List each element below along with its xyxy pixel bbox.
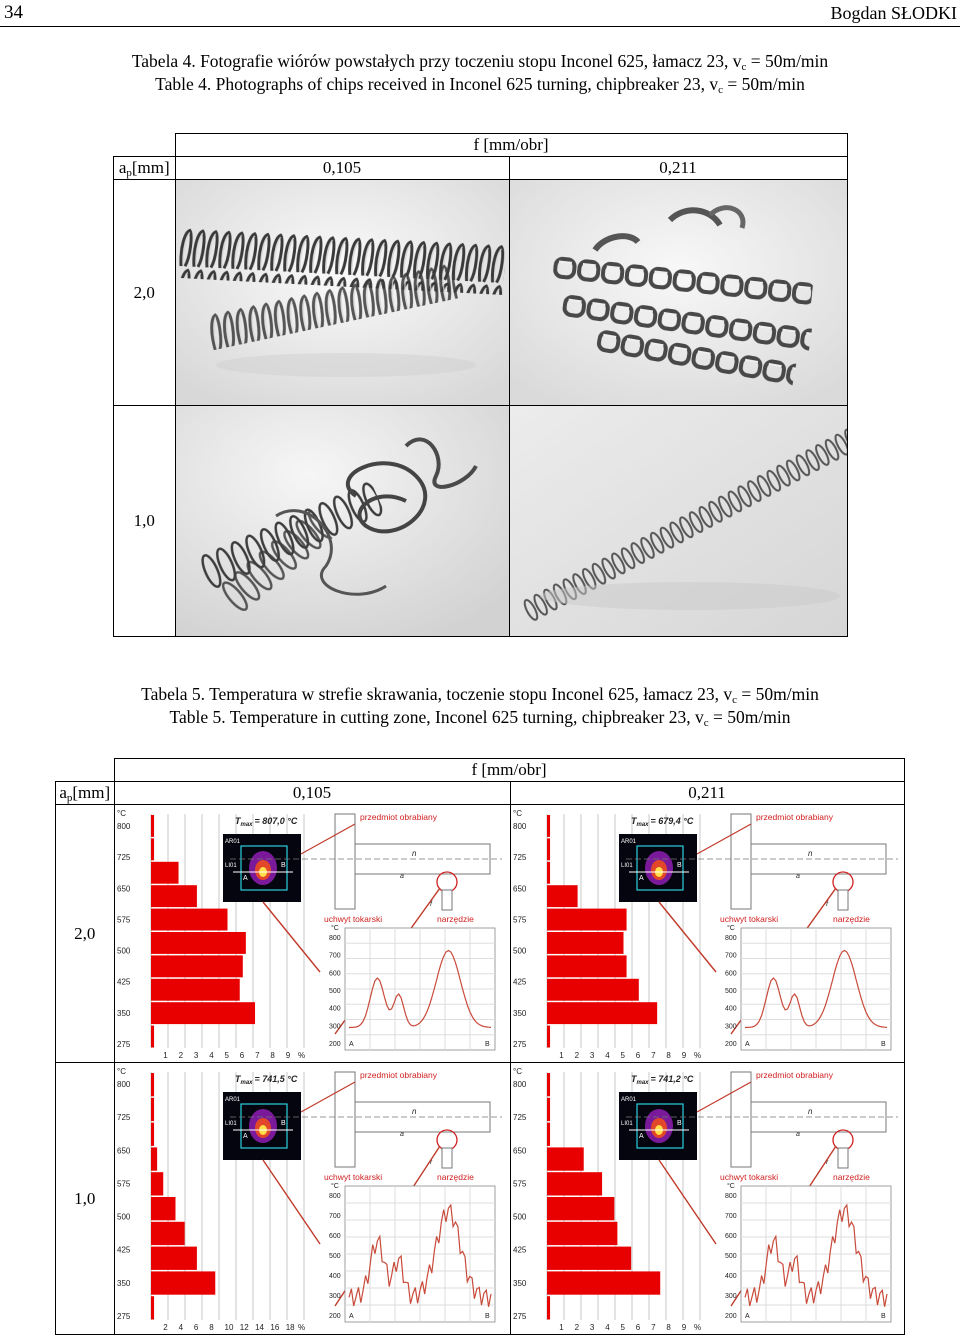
hist-bar <box>151 955 243 977</box>
hist-bar <box>151 1147 157 1170</box>
ap-label: a <box>795 1130 800 1138</box>
hist-tick-label: 425 <box>512 1245 526 1255</box>
hist-x-tick: 18 <box>285 1322 295 1332</box>
point-b-label: B <box>280 1119 286 1127</box>
li-label: LI01 <box>224 862 237 869</box>
profile-a-label: A <box>744 1040 750 1048</box>
hist-tick-label: 725 <box>512 852 526 862</box>
profile-tick-label: 300 <box>724 1022 737 1030</box>
point-b-label: B <box>280 861 286 869</box>
thermo-cell-ap10-f0105 <box>114 1063 510 1335</box>
workpiece-label: przedmiot obrabiany <box>755 1069 833 1080</box>
hist-bar <box>151 885 197 907</box>
hist-x-tick: 8 <box>208 1322 214 1332</box>
hist-x-tick: 9 <box>681 1050 686 1060</box>
hist-tick-label: 650 <box>116 883 130 893</box>
hist-tick-label: 575 <box>512 1178 526 1188</box>
tool-label: narzędzie <box>832 1171 870 1182</box>
tool-holder-label: uchwyt tokarski <box>719 913 778 924</box>
hist-bar <box>547 1197 614 1220</box>
profile-tick-label: 300 <box>328 1292 341 1300</box>
hist-bar <box>151 932 246 954</box>
hist-tick-label: 500 <box>512 946 526 956</box>
hist-x-tick: 5 <box>620 1322 625 1332</box>
profile-celsius: °C <box>726 1182 735 1190</box>
table4-f-header: f [mm/obr] <box>175 134 847 157</box>
hist-bar <box>547 861 550 883</box>
hist-bar <box>547 1221 617 1244</box>
hist-tick-label: 800 <box>116 1079 130 1089</box>
hist-bar <box>151 1197 175 1220</box>
page-header <box>0 0 960 27</box>
hist-tick-label: 500 <box>116 1212 130 1222</box>
chip-photo-ap20-f0105 <box>175 180 509 406</box>
point-b-label: B <box>676 861 682 869</box>
profile-tick-label: 800 <box>724 934 737 942</box>
hist-bar <box>151 978 240 1000</box>
profile-tick-label: 600 <box>724 969 737 977</box>
hist-bar <box>547 1296 550 1319</box>
hist-x-tick: 6 <box>635 1050 640 1060</box>
hist-bar <box>151 1122 154 1145</box>
n-label: n <box>411 848 416 858</box>
author-name: Bogdan SŁODKI <box>830 3 957 23</box>
hist-x-tick: 9 <box>285 1050 290 1060</box>
profile-tick-label: 500 <box>724 1252 737 1260</box>
profile-celsius: °C <box>726 924 735 932</box>
hist-tick-label: 650 <box>116 1145 130 1155</box>
chip-photo-ap10-f0211 <box>509 406 847 637</box>
hist-tick-label: 425 <box>512 977 526 987</box>
profile-tick-label: 500 <box>328 987 341 995</box>
point-a-label: A <box>638 874 644 882</box>
hist-tick-label: 800 <box>512 1079 526 1089</box>
profile-celsius: °C <box>330 924 339 932</box>
hist-x-tick: 5 <box>620 1050 625 1060</box>
table4-col-0211: 0,211 <box>509 157 847 180</box>
profile-tick-label: 200 <box>328 1312 341 1320</box>
tool-holder-label: uchwyt tokarski <box>719 1171 778 1182</box>
celsius-label: °C <box>116 1066 126 1076</box>
hist-bar <box>547 838 550 860</box>
workpiece-label: przedmiot obrabiany <box>755 811 833 822</box>
profile-a-label: A <box>348 1312 354 1320</box>
profile-tick-label: 200 <box>724 1040 737 1048</box>
tmax-label: $T_{max} = 807,0$ °C <box>234 815 297 828</box>
li-label: LI01 <box>224 1120 237 1127</box>
ar-label: AR01 <box>620 838 636 845</box>
profile-tick-label: 700 <box>724 952 737 960</box>
tool-holder-label: uchwyt tokarski <box>323 1171 382 1182</box>
leader-line <box>263 1160 320 1244</box>
li-label: LI01 <box>620 862 633 869</box>
profile-b-label: B <box>880 1040 886 1048</box>
li-label: LI01 <box>620 1120 633 1127</box>
table5-row-20: 2,0 <box>56 805 115 1063</box>
tmax-label: $T_{max} = 741,2$ °C <box>630 1073 693 1086</box>
hist-tick-label: 275 <box>512 1311 526 1321</box>
fn-label: f <box>429 1158 432 1166</box>
hist-x-tick: 6 <box>193 1322 198 1332</box>
profile-tick-label: 300 <box>328 1022 341 1030</box>
hist-bar <box>151 838 154 860</box>
hist-tick-label: 425 <box>116 1245 130 1255</box>
table4-ap-header: $a_p[mm]$ <box>114 157 176 180</box>
ap-label: a <box>399 1130 404 1138</box>
profile-a-label: A <box>744 1312 750 1320</box>
n-label: n <box>807 1106 812 1116</box>
hist-tick-label: 575 <box>116 1178 130 1188</box>
hist-tick-label: 425 <box>116 977 130 987</box>
hist-tick-label: 275 <box>116 1039 130 1049</box>
profile-tick-label: 600 <box>328 1232 341 1240</box>
tool-shank <box>838 1148 848 1168</box>
hist-bar <box>547 1025 550 1047</box>
chuck <box>335 814 355 909</box>
table5-f-header: f [mm/obr] <box>114 759 904 782</box>
workpiece-label: przedmiot obrabiany <box>359 811 437 822</box>
hist-tick-label: 725 <box>512 1112 526 1122</box>
hist-x-tick: 2 <box>178 1050 183 1060</box>
tool-label: narzędzie <box>832 913 870 924</box>
hist-x-tick: 7 <box>254 1050 260 1060</box>
hist-tick-label: 575 <box>512 914 526 924</box>
hist-x-tick: 4 <box>604 1050 610 1060</box>
tmax-label: $T_{max} = 741,5$ °C <box>234 1073 297 1086</box>
hist-x-tick: 1 <box>558 1050 564 1060</box>
profile-tick-label: 700 <box>328 1212 341 1220</box>
hist-bar <box>547 955 627 977</box>
hist-tick-label: 350 <box>116 1278 130 1288</box>
hist-x-tick: 9 <box>681 1322 686 1332</box>
fn-label: f <box>429 900 432 908</box>
hist-bar <box>151 1097 154 1120</box>
hist-x-tick: 4 <box>178 1322 183 1332</box>
profile-b-label: B <box>484 1040 490 1048</box>
hist-tick-label: 800 <box>512 821 526 831</box>
hist-x-tick: 16 <box>269 1322 279 1332</box>
leader-line <box>659 902 716 972</box>
point-b-label: B <box>676 1119 682 1127</box>
hist-x-tick: 8 <box>665 1322 671 1332</box>
hist-bar <box>547 1172 602 1195</box>
profile-b-label: B <box>484 1312 490 1320</box>
profile-tick-label: 400 <box>724 1272 737 1280</box>
hist-tick-label: 350 <box>116 1008 130 1018</box>
hist-bar <box>547 1147 584 1170</box>
profile-tick-label: 600 <box>724 1232 737 1240</box>
table5-row-10: 1,0 <box>56 1063 115 1335</box>
hist-tick-label: 575 <box>116 914 130 924</box>
percent-label: % <box>693 1050 701 1060</box>
hist-x-tick: 8 <box>665 1050 671 1060</box>
hist-x-tick: 1 <box>162 1050 168 1060</box>
hist-bar <box>151 1271 215 1294</box>
profile-celsius: °C <box>330 1182 339 1190</box>
profile-a-label: A <box>348 1040 354 1048</box>
table4-caption-pl: Tabela 4. Fotografie wiórów powstałych przy toczeniu stopu Inconel 625, łamacz 23, $v_c = 50m/\min$ <box>131 51 829 73</box>
workpiece-label: przedmiot obrabiany <box>359 1069 437 1080</box>
ar-label: AR01 <box>620 1096 636 1103</box>
celsius-label: °C <box>512 808 522 818</box>
profile-tick-label: 700 <box>724 1212 737 1220</box>
hist-tick-label: 650 <box>512 1145 526 1155</box>
hist-x-tick: 5 <box>224 1050 229 1060</box>
leader-line <box>659 1160 716 1244</box>
table5-caption-en: Table 5. Temperature in cutting zone, Inconel 625 turning, chipbreaker 23, $v_c = 50m/\min$ <box>169 707 791 729</box>
celsius-label: °C <box>116 808 126 818</box>
thermo-figure <box>511 1064 901 1334</box>
tool-shank <box>838 890 848 910</box>
point-a-label: A <box>638 1132 644 1140</box>
hist-x-tick: 1 <box>558 1322 564 1332</box>
hist-tick-label: 650 <box>512 883 526 893</box>
table4-empty-corner <box>114 134 176 157</box>
ap-label: a <box>795 872 800 880</box>
thermo-cell-ap20-f0211 <box>510 805 904 1063</box>
hist-x-tick: 10 <box>224 1322 233 1332</box>
profile-tick-label: 500 <box>328 1252 341 1260</box>
hist-bar <box>547 978 639 1000</box>
hist-x-tick: 3 <box>193 1050 198 1060</box>
hist-x-tick: 3 <box>589 1050 594 1060</box>
hist-x-tick: 12 <box>239 1322 249 1332</box>
hist-bar <box>547 1073 550 1096</box>
leader-line <box>263 902 320 972</box>
hist-tick-label: 500 <box>512 1212 526 1222</box>
hist-bar <box>151 1172 163 1195</box>
hist-x-tick: 3 <box>589 1322 594 1332</box>
ar-label: AR01 <box>224 1096 240 1103</box>
hist-bar <box>547 1097 550 1120</box>
profile-tick-label: 300 <box>724 1292 737 1300</box>
hist-bar <box>151 1246 197 1269</box>
point-a-label: A <box>242 874 248 882</box>
hist-tick-label: 275 <box>116 1311 130 1321</box>
tool-holder-label: uchwyt tokarski <box>323 913 382 924</box>
fn-label: f <box>825 900 828 908</box>
hist-x-tick: 4 <box>208 1050 214 1060</box>
profile-tick-label: 800 <box>328 934 341 942</box>
hist-bar <box>547 1246 631 1269</box>
hist-tick-label: 350 <box>512 1278 526 1288</box>
hist-tick-label: 275 <box>512 1039 526 1049</box>
tool-shank <box>442 890 452 910</box>
percent-label: % <box>297 1322 305 1332</box>
hist-tick-label: 350 <box>512 1008 526 1018</box>
profile-tick-label: 400 <box>328 1272 341 1280</box>
chip-photo-ap10-f0105 <box>175 406 509 637</box>
profile-tick-label: 400 <box>724 1005 737 1013</box>
point-a-label: A <box>242 1132 248 1140</box>
tmax-label: $T_{max} = 679,4$ °C <box>630 815 693 828</box>
hist-x-tick: 8 <box>269 1050 275 1060</box>
tool-label: narzędzie <box>436 913 474 924</box>
profile-tick-label: 600 <box>328 969 341 977</box>
hist-bar <box>151 1025 154 1047</box>
table4-row-20: 2,0 <box>114 180 176 406</box>
profile-tick-label: 400 <box>328 1005 341 1013</box>
profile-tick-label: 800 <box>328 1192 341 1200</box>
hist-bar <box>547 1002 657 1024</box>
hist-tick-label: 725 <box>116 852 130 862</box>
hist-bar <box>151 1073 154 1096</box>
chip-photo-ap20-f0211 <box>509 180 847 406</box>
hist-bar <box>151 1296 154 1319</box>
celsius-label: °C <box>512 1066 522 1076</box>
n-label: n <box>807 848 812 858</box>
hist-bar <box>547 815 550 837</box>
hist-bar <box>151 815 154 837</box>
thermo-cell-ap10-f0211 <box>510 1063 904 1335</box>
hist-bar <box>547 1271 660 1294</box>
percent-label: % <box>693 1322 701 1332</box>
hist-tick-label: 800 <box>116 821 130 831</box>
profile-b-label: B <box>880 1312 886 1320</box>
hist-x-tick: 4 <box>604 1322 610 1332</box>
hist-bar <box>151 1221 185 1244</box>
hist-x-tick: 7 <box>650 1322 656 1332</box>
page-number: 34 <box>4 2 23 23</box>
table4 <box>113 133 848 637</box>
chuck <box>335 1072 355 1167</box>
tool-label: narzędzie <box>436 1171 474 1182</box>
n-label: n <box>411 1106 416 1116</box>
hist-bar <box>151 861 179 883</box>
profile-tick-label: 700 <box>328 952 341 960</box>
hist-bar <box>547 908 627 930</box>
hist-tick-label: 500 <box>116 946 130 956</box>
hist-tick-label: 725 <box>116 1112 130 1122</box>
hist-x-tick: 2 <box>574 1322 579 1332</box>
tool-shank <box>442 1148 452 1168</box>
table4-caption-en: Table 4. Photographs of chips received in Inconel 625 turning, chipbreaker 23, $v_c = 50m/\min$ <box>155 74 805 96</box>
table4-col-0105: 0,105 <box>175 157 509 180</box>
fn-label: f <box>825 1158 828 1166</box>
table5-ap-header: $a_p[mm]$ <box>56 782 115 805</box>
thermo-figure <box>115 806 505 1062</box>
hist-x-tick: 14 <box>254 1322 264 1332</box>
thermo-figure <box>115 1064 505 1334</box>
hist-x-tick: 6 <box>239 1050 244 1060</box>
hist-bar <box>151 1002 255 1024</box>
hist-x-tick: 2 <box>162 1322 168 1332</box>
hist-bar <box>547 885 578 907</box>
hist-bar <box>547 932 624 954</box>
hist-x-tick: 6 <box>635 1322 640 1332</box>
profile-tick-label: 800 <box>724 1192 737 1200</box>
thermo-cell-ap20-f0105 <box>114 805 510 1063</box>
profile-tick-label: 200 <box>724 1312 737 1320</box>
table4-row-10: 1,0 <box>114 406 176 637</box>
table5-col-0211: 0,211 <box>510 782 904 805</box>
ap-label: a <box>399 872 404 880</box>
hist-x-tick: 7 <box>650 1050 656 1060</box>
chuck <box>731 1072 751 1167</box>
chuck <box>731 814 751 909</box>
percent-label: % <box>297 1050 305 1060</box>
table5-caption-pl: Tabela 5. Temperatura w strefie skrawania, toczenie stopu Inconel 625, łamacz 23, $v_c = 50m/\min$ <box>141 684 819 706</box>
hist-x-tick: 2 <box>574 1050 579 1060</box>
table5-col-0105: 0,105 <box>114 782 510 805</box>
profile-tick-label: 500 <box>724 987 737 995</box>
profile-tick-label: 200 <box>328 1040 341 1048</box>
table5 <box>55 758 905 1335</box>
hist-bar <box>151 908 228 930</box>
hist-bar <box>547 1122 550 1145</box>
thermo-figure <box>511 806 901 1062</box>
ar-label: AR01 <box>224 838 240 845</box>
table5-empty-corner <box>56 759 115 782</box>
